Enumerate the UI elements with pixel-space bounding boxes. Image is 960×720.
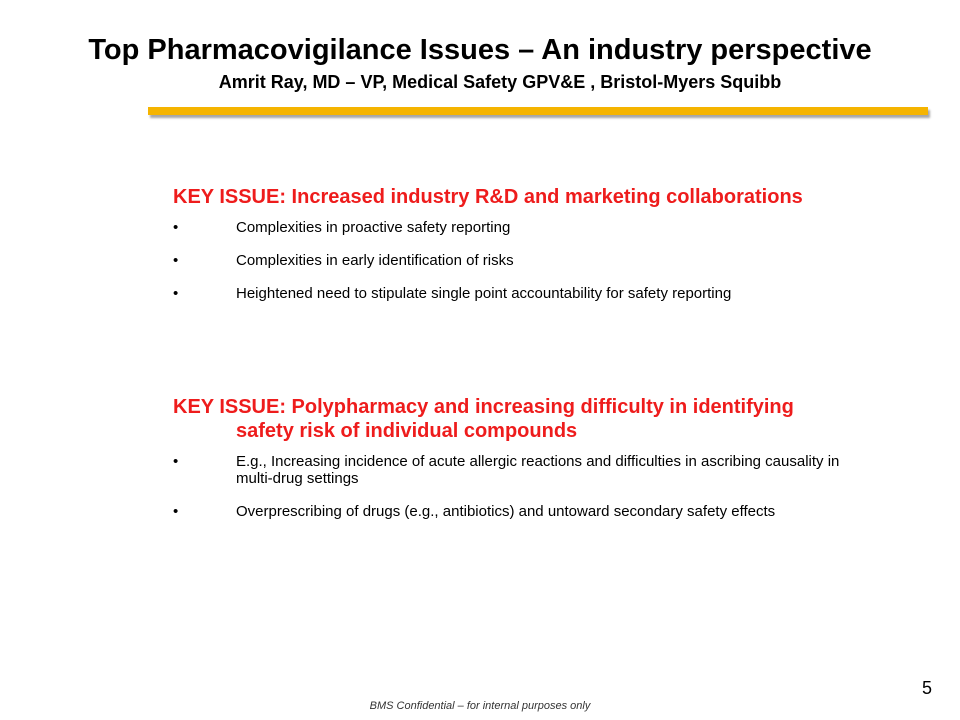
bullet-text: E.g., Increasing incidence of acute allergic reactions and difficulties in ascribing causality in multi-drug settings bbox=[236, 453, 840, 487]
bullet-item bbox=[173, 219, 853, 236]
bullet-item bbox=[173, 503, 853, 520]
bullet-text: Heightened need to stipulate single point accountability for safety reporting bbox=[236, 285, 732, 302]
bullet-dot-icon: • bbox=[173, 219, 179, 236]
confidentiality-footer: BMS Confidential – for internal purposes only bbox=[369, 700, 591, 712]
bullet-dot-icon: • bbox=[173, 503, 179, 520]
bullet-item bbox=[173, 285, 853, 302]
bullet-dot-icon: • bbox=[173, 252, 179, 269]
title-divider bbox=[148, 107, 928, 115]
page-number: 5 bbox=[922, 678, 933, 698]
slide-title: Top Pharmacovigilance Issues – An industry perspective bbox=[88, 34, 872, 66]
bullet-item bbox=[173, 453, 853, 487]
bullet-dot-icon: • bbox=[173, 453, 179, 470]
slide-subtitle: Amrit Ray, MD – VP, Medical Safety GPV&E , Bristol-Myers Squibb bbox=[218, 72, 782, 92]
bullet-item bbox=[173, 252, 853, 269]
bullet-dot-icon: • bbox=[173, 285, 179, 302]
key-issue-heading: KEY ISSUE: Polypharmacy and increasing difficulty in identifying safety risk of individual compounds bbox=[173, 396, 794, 442]
key-issue-heading: KEY ISSUE: Increased industry R&D and marketing collaborations bbox=[173, 186, 803, 208]
bullet-text: Complexities in proactive safety reporting bbox=[236, 219, 511, 236]
bullet-list bbox=[173, 219, 853, 302]
key-issue-section bbox=[173, 185, 853, 318]
bullet-text: Overprescribing of drugs (e.g., antibiotics) and untoward secondary safety effects bbox=[236, 503, 776, 520]
bullet-text: Complexities in early identification of risks bbox=[236, 252, 514, 269]
bullet-list bbox=[173, 453, 853, 520]
key-issue-section bbox=[173, 395, 853, 536]
